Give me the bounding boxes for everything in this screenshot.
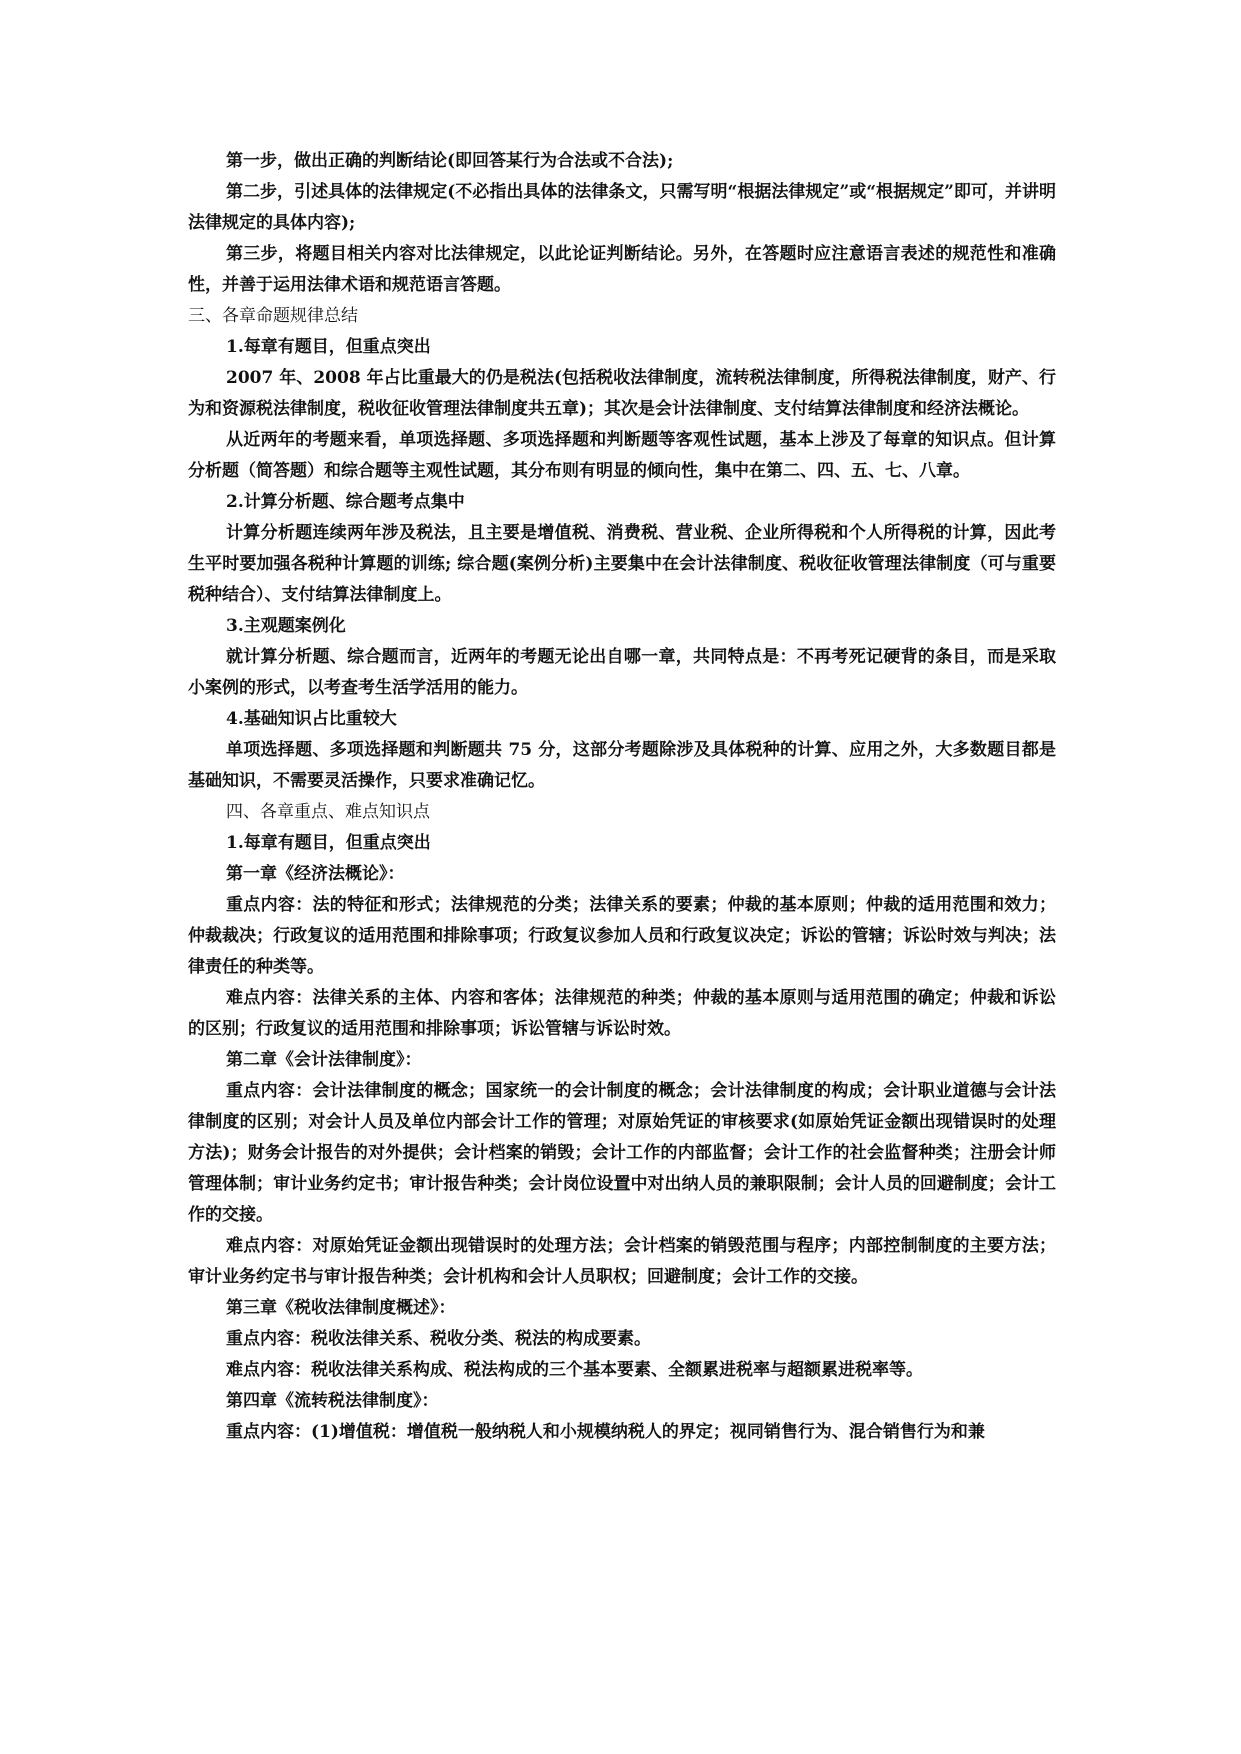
subheading-case-based: 3.主观题案例化 [226, 616, 346, 636]
subheading-basic-knowledge: 4.基础知识占比重较大 [226, 709, 397, 729]
body-paragraph: 2007 年、2008 年占比重最大的仍是税法(包括税收法律制度，流转税法律制度，所得税法律制度，财产、行为和资源税法律制度，税收征收管理法律制度共五章)；其次是会计法律制度、支付结算法律制度和经济法概论。 [188, 368, 1056, 419]
chapter-two-title: 第二章《会计法律制度》： [226, 1050, 422, 1070]
chapter-one-key-content: 重点内容：法的特征和形式；法律规范的分类；法律关系的要素；仲裁的基本原则；仲裁的适用范围和效力；仲裁裁决；行政复议的适用范围和排除事项；行政复议参加人员和行政复议决定；诉讼的管辖；诉讼时效与判决；法律责任的种类等。 [188, 895, 1056, 977]
chapter-two-difficult-content: 难点内容：对原始凭证金额出现错误时的处理方法；会计档案的销毁范围与程序；内部控制制度的主要方法；审计业务约定书与审计报告种类；会计机构和会计人员职权；回避制度；会计工作的交接。 [188, 1236, 1056, 1287]
subheading-every-chapter: 1.每章有题目，但重点突出 [226, 337, 431, 357]
step-one-paragraph: 第一步，做出正确的判断结论(即回答某行为合法或不合法); [226, 151, 674, 171]
body-paragraph: 计算分析题连续两年涉及税法，且主要是增值税、消费税、营业税、企业所得税和个人所得税的计算，因此考生平时要加强各税种计算题的训练; 综合题(案例分析)主要集中在会计法律制度、税收征收管理法律制度（可与重要税种结合）、支付结算法律制度上。 [188, 523, 1056, 605]
chapter-four-key-content: 重点内容：(1)增值税：增值税一般纳税人和小规模纳税人的界定；视同销售行为、混合销售行为和兼 [226, 1422, 985, 1442]
chapter-one-difficult-content: 难点内容：法律关系的主体、内容和客体；法律规范的种类；仲裁的基本原则与适用范围的确定；仲裁和诉讼的区别；行政复议的适用范围和排除事项；诉讼管辖与诉讼时效。 [188, 988, 1056, 1039]
chapter-one-title: 第一章《经济法概论》： [226, 864, 405, 884]
chapter-three-title: 第三章《税收法律制度概述》： [226, 1298, 456, 1318]
body-paragraph: 从近两年的考题来看，单项选择题、多项选择题和判断题等客观性试题，基本上涉及了每章的知识点。但计算分析题（简答题）和综合题等主观性试题，其分布则有明显的倾向性，集中在第二、四、五、七、八章。 [188, 430, 1056, 481]
chapter-three-key-content: 重点内容：税收法律关系、税收分类、税法的构成要素。 [226, 1329, 651, 1349]
step-three-paragraph: 第三步，将题目相关内容对比法律规定，以此论证判断结论。另外，在答题时应注意语言表述的规范性和准确性，并善于运用法律术语和规范语言答题。 [188, 244, 1056, 295]
section-heading-key-points: 四、各章重点、难点知识点 [226, 802, 430, 822]
chapter-four-title: 第四章《流转税法律制度》： [226, 1391, 439, 1411]
subheading-calculation-focus: 2.计算分析题、综合题考点集中 [226, 492, 465, 512]
body-paragraph: 就计算分析题、综合题而言，近两年的考题无论出自哪一章，共同特点是：不再考死记硬背的条目，而是采取小案例的形式，以考查考生活学活用的能力。 [188, 647, 1056, 698]
subheading-every-chapter-repeat: 1.每章有题目，但重点突出 [226, 833, 431, 853]
step-two-paragraph: 第二步，引述具体的法律规定(不必指出具体的法律条文，只需写明“根据法律规定”或“根据规定”即可，并讲明法律规定的具体内容); [188, 182, 1056, 233]
document-body [188, 146, 1056, 1448]
section-heading-chapter-patterns: 三、各章命题规律总结 [188, 306, 358, 326]
chapter-three-difficult-content: 难点内容：税收法律关系构成、税法构成的三个基本要素、全额累进税率与超额累进税率等。 [226, 1360, 923, 1380]
chapter-two-key-content: 重点内容：会计法律制度的概念；国家统一的会计制度的概念；会计法律制度的构成；会计职业道德与会计法律制度的区别；对会计人员及单位内部会计工作的管理；对原始凭证的审核要求(如原始凭证金额出现错误时的处理方法)；财务会计报告的对外提供；会计档案的销毁；会计工作的内部监督；会计工作的社会监督种类；注册会计师管理体制；审计业务约定书；审计报告种类；会计岗位设置中对出纳人员的兼职限制；会计人员的回避制度；会计工作的交接。 [188, 1081, 1056, 1225]
body-paragraph: 单项选择题、多项选择题和判断题共 75 分，这部分考题除涉及具体税种的计算、应用之外，大多数题目都是基础知识，不需要灵活操作，只要求准确记忆。 [188, 740, 1056, 791]
